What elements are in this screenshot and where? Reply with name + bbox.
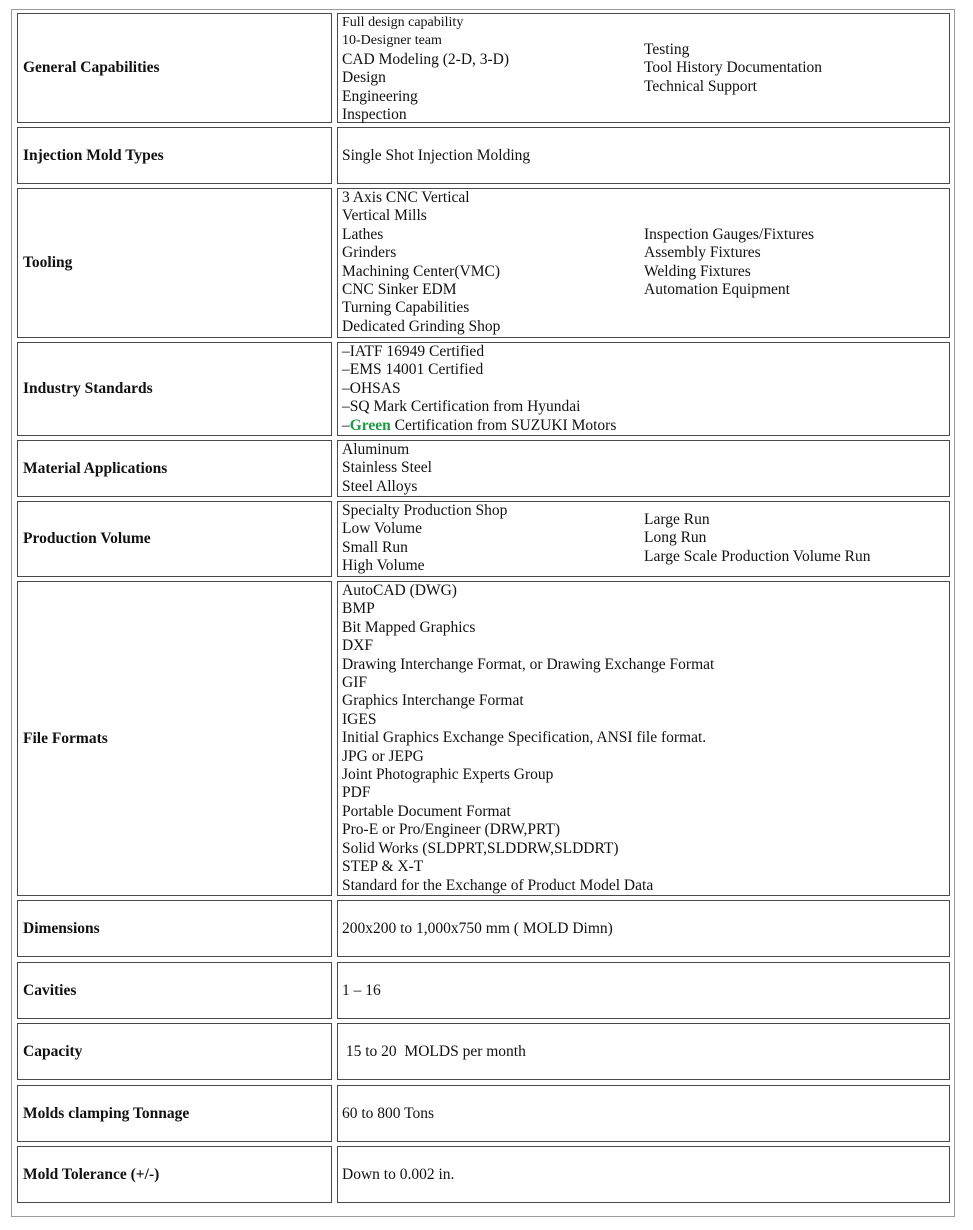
list-item: Welding Fixtures xyxy=(644,262,751,280)
list-item: Specialty Production Shop xyxy=(342,502,508,519)
row-label: Mold Tolerance (+/-) xyxy=(17,1146,332,1203)
list-item: Vertical Mills xyxy=(342,207,427,225)
list-item: Small Run xyxy=(342,538,408,556)
list-item: Testing xyxy=(644,41,690,58)
list-item: BMP xyxy=(342,600,375,618)
list-item: Pro-E or Pro/Engineer (DRW,PRT) xyxy=(342,821,561,839)
list-item: –SQ Mark Certification from Hyundai xyxy=(342,398,581,416)
list-item: CAD Modeling (2-D, 3-D) xyxy=(342,50,510,68)
value-column-left xyxy=(342,14,509,124)
list-item: Large Run xyxy=(644,511,710,528)
list-item: Joint Photographic Experts Group xyxy=(342,766,554,784)
list-item: High Volume xyxy=(342,557,425,575)
list-item: Design xyxy=(342,69,386,87)
row-value xyxy=(337,188,950,338)
list-item: Stainless Steel xyxy=(342,459,432,477)
list-item: STEP & X-T xyxy=(342,858,424,876)
list-item: Bit Mapped Graphics xyxy=(342,618,476,636)
row-value xyxy=(337,440,950,497)
value-column-left xyxy=(342,582,714,895)
spec-table xyxy=(11,9,955,1217)
list-item: Grinders xyxy=(342,244,397,262)
row-label: Injection Mold Types xyxy=(17,127,332,184)
row-label: Tooling xyxy=(17,188,332,338)
row-value xyxy=(337,501,950,577)
list-item: 10-Designer team xyxy=(342,33,442,49)
row-label: File Formats xyxy=(17,581,332,896)
row-value: 15 to 20 MOLDS per month xyxy=(337,1023,950,1080)
list-item: CNC Sinker EDM xyxy=(342,281,457,299)
row-value: 60 to 800 Tons xyxy=(337,1085,950,1142)
row-label: Molds clamping Tonnage xyxy=(17,1085,332,1142)
list-item: Dedicated Grinding Shop xyxy=(342,317,501,335)
list-item: Steel Alloys xyxy=(342,477,418,495)
list-item: Solid Works (SLDPRT,SLDDRW,SLDDRT) xyxy=(342,839,619,857)
list-item: JPG or JEPG xyxy=(342,747,424,765)
list-item: Large Scale Production Volume Run xyxy=(644,547,871,565)
list-item: Initial Graphics Exchange Specification, ANSI file format. xyxy=(342,729,707,747)
list-item: Assembly Fixtures xyxy=(644,244,761,262)
list-item: –EMS 14001 Certified xyxy=(342,361,484,379)
value-column-right xyxy=(644,226,814,300)
row-value: 1 – 16 xyxy=(337,962,950,1019)
list-item: Engineering xyxy=(342,87,418,105)
list-item: 3 Axis CNC Vertical xyxy=(342,189,470,206)
list-item-rest: Certification from SUZUKI Motors xyxy=(390,416,617,434)
list-item: PDF xyxy=(342,784,371,802)
list-item: Automation Equipment xyxy=(644,281,790,299)
row-label: Material Applications xyxy=(17,440,332,497)
list-item: Lathes xyxy=(342,225,384,243)
row-label: Dimensions xyxy=(17,900,332,957)
list-item: Long Run xyxy=(644,529,707,547)
list-item: Standard for the Exchange of Product Model Data xyxy=(342,876,654,894)
row-label: Cavities xyxy=(17,962,332,1019)
list-item: Inspection Gauges/Fixtures xyxy=(644,226,815,243)
list-item xyxy=(342,417,616,435)
list-item: Drawing Interchange Format, or Drawing Exchange Format xyxy=(342,655,715,673)
row-label: General Capabilities xyxy=(17,13,332,123)
list-item: Turning Capabilities xyxy=(342,299,470,317)
list-item: Machining Center(VMC) xyxy=(342,262,500,280)
dash: – xyxy=(342,416,350,434)
value-column-left xyxy=(342,441,432,496)
list-item: Low Volume xyxy=(342,520,422,538)
list-item: GIF xyxy=(342,674,367,692)
value-column-right xyxy=(644,511,870,566)
value-column-right xyxy=(644,41,822,96)
list-item: Inspection xyxy=(342,106,407,124)
row-value xyxy=(337,342,950,436)
list-item: IGES xyxy=(342,710,377,728)
row-label: Capacity xyxy=(17,1023,332,1080)
row-label: Production Volume xyxy=(17,501,332,577)
list-item: Technical Support xyxy=(644,77,757,95)
list-item: –IATF 16949 Certified xyxy=(342,343,485,360)
value-column-left xyxy=(342,343,616,435)
list-item: DXF xyxy=(342,637,374,655)
list-item: –OHSAS xyxy=(342,379,401,397)
green-highlight: Green xyxy=(349,416,391,434)
list-item: Full design capability xyxy=(342,15,464,30)
list-item: Graphics Interchange Format xyxy=(342,692,524,710)
row-value: Single Shot Injection Molding xyxy=(337,127,950,184)
value-column-left xyxy=(342,502,507,576)
row-value: Down to 0.002 in. xyxy=(337,1146,950,1203)
list-item: Tool History Documentation xyxy=(644,59,823,77)
list-item: Portable Document Format xyxy=(342,802,511,820)
row-value xyxy=(337,13,950,123)
row-label: Industry Standards xyxy=(17,342,332,436)
row-value: 200x200 to 1,000x750 mm ( MOLD Dimn) xyxy=(337,900,950,957)
list-item: AutoCAD (DWG) xyxy=(342,582,457,599)
list-item: Aluminum xyxy=(342,441,410,458)
row-value xyxy=(337,581,950,896)
value-column-left xyxy=(342,189,500,336)
